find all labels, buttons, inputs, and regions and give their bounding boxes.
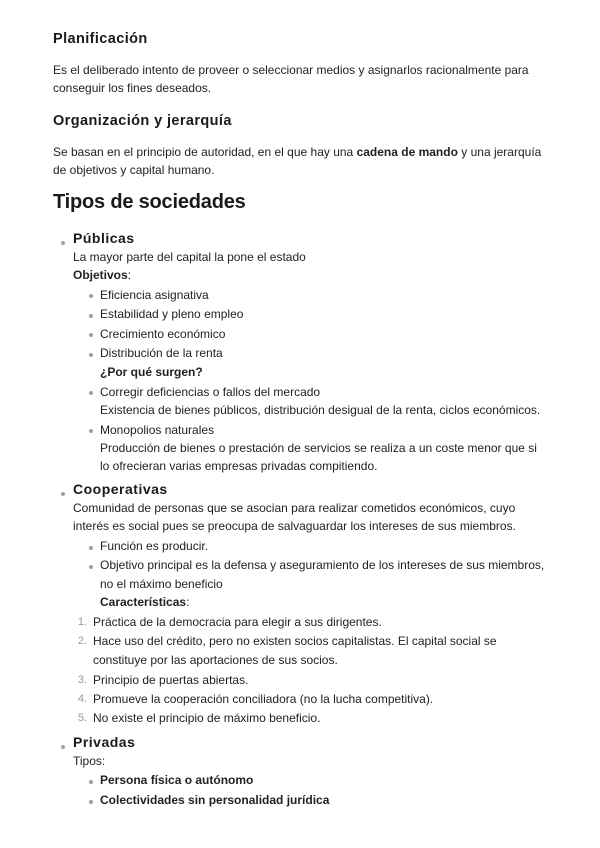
heading-privadas: Privadas — [73, 734, 136, 750]
section-title: Tipos de sociedades — [53, 191, 246, 213]
bullet — [61, 492, 65, 496]
caracteristicas — [100, 593, 189, 611]
numbered-item: constituye por las aportaciones de sus socios. — [93, 653, 338, 667]
heading-planificacion: Planificación — [53, 31, 148, 47]
bullet — [89, 429, 93, 433]
bullet — [89, 353, 93, 357]
list-item: Distribución de la renta — [100, 346, 223, 360]
bullet — [89, 800, 93, 804]
caracteristicas-colon: : — [186, 595, 190, 609]
bullet — [61, 241, 65, 245]
caracteristicas-label: Características — [100, 595, 187, 609]
publicas-objetivos — [73, 266, 131, 284]
paragraph-planificacion: Es el deliberado intento de proveer o seleccionar medios y asignarlos racionalmente para conseguir los fines deseados. — [53, 63, 529, 95]
heading-cooperativas: Cooperativas — [73, 481, 168, 497]
numbered-item: No existe el principio de máximo beneficio. — [93, 711, 321, 725]
bullet — [89, 294, 93, 298]
privadas-item-bold: Colectividades sin personalidad jurídica — [100, 793, 330, 807]
paragraph-organizacion — [53, 143, 553, 179]
bullet — [89, 780, 93, 784]
list-item: Crecimiento económico — [100, 327, 226, 341]
bullet — [61, 745, 65, 749]
list-number: 1. — [77, 616, 87, 628]
bullet — [89, 546, 93, 550]
privadas-item-bold: Persona física o autónomo — [100, 773, 254, 787]
list-number: 2. — [77, 635, 87, 647]
list-item: no el máximo beneficio — [100, 577, 223, 591]
bullet — [89, 333, 93, 337]
cooperativas-desc: Comunidad de personas que se asocian para realizar cometidos económicos, cuyo — [73, 501, 516, 515]
numbered-item: Práctica de la democracia para elegir a sus dirigentes. — [93, 615, 382, 629]
org-text-after: y una jerarquía de objetivos y capital humano. — [53, 145, 542, 177]
numbered-item: Promueve la cooperación conciliadora (no la lucha competitiva). — [93, 692, 434, 706]
list-item — [100, 771, 253, 789]
publicas-desc: La mayor parte del capital la pone el estado — [73, 250, 306, 264]
por-que-label: ¿Por qué surgen? — [100, 365, 203, 379]
list-item: Objetivo principal es la defensa y aseguramiento de los intereses de sus miembros, — [100, 558, 545, 572]
list-item: Estabilidad y pleno empleo — [100, 307, 244, 321]
list-item — [100, 791, 329, 809]
list-item: Función es producir. — [100, 539, 209, 553]
list-item: Eficiencia asignativa — [100, 288, 209, 302]
numbered-item: Hace uso del crédito, pero no existen socios capitalistas. El capital social se — [93, 634, 497, 648]
list-number: 3. — [77, 674, 87, 686]
list-number: 4. — [77, 693, 87, 705]
list-item: Monopolios naturales — [100, 423, 215, 437]
list-item-detail: Existencia de bienes públicos, distribución desigual de la renta, ciclos económicos. — [100, 403, 541, 417]
heading-organizacion: Organización y jerarquía — [53, 113, 232, 129]
list-item-detail: lo ofrecieran varias empresas privadas compitiendo. — [100, 459, 378, 473]
objetivos-colon: : — [127, 268, 132, 282]
privadas-tipos: Tipos: — [73, 754, 106, 768]
list-item-detail: Producción de bienes o prestación de servicios se realiza a un coste menor que si — [100, 441, 537, 455]
list-item: Corregir deficiencias o fallos del mercado — [100, 385, 321, 399]
cooperativas-desc: interés es social pues se preocupa de salvaguardar los intereses de sus miembros. — [73, 519, 516, 533]
org-text-before: Se basan en el principio de autoridad, en el que hay una — [53, 145, 357, 159]
objetivos-label: Objetivos — [73, 268, 128, 282]
bullet — [89, 565, 93, 569]
por-que-surgen — [100, 363, 203, 381]
org-text-bold: cadena de mando — [356, 145, 458, 159]
numbered-item: Principio de puertas abiertas. — [93, 673, 249, 687]
bullet — [89, 314, 93, 318]
list-number: 5. — [77, 712, 87, 724]
heading-publicas: Públicas — [73, 230, 135, 246]
bullet — [89, 391, 93, 395]
